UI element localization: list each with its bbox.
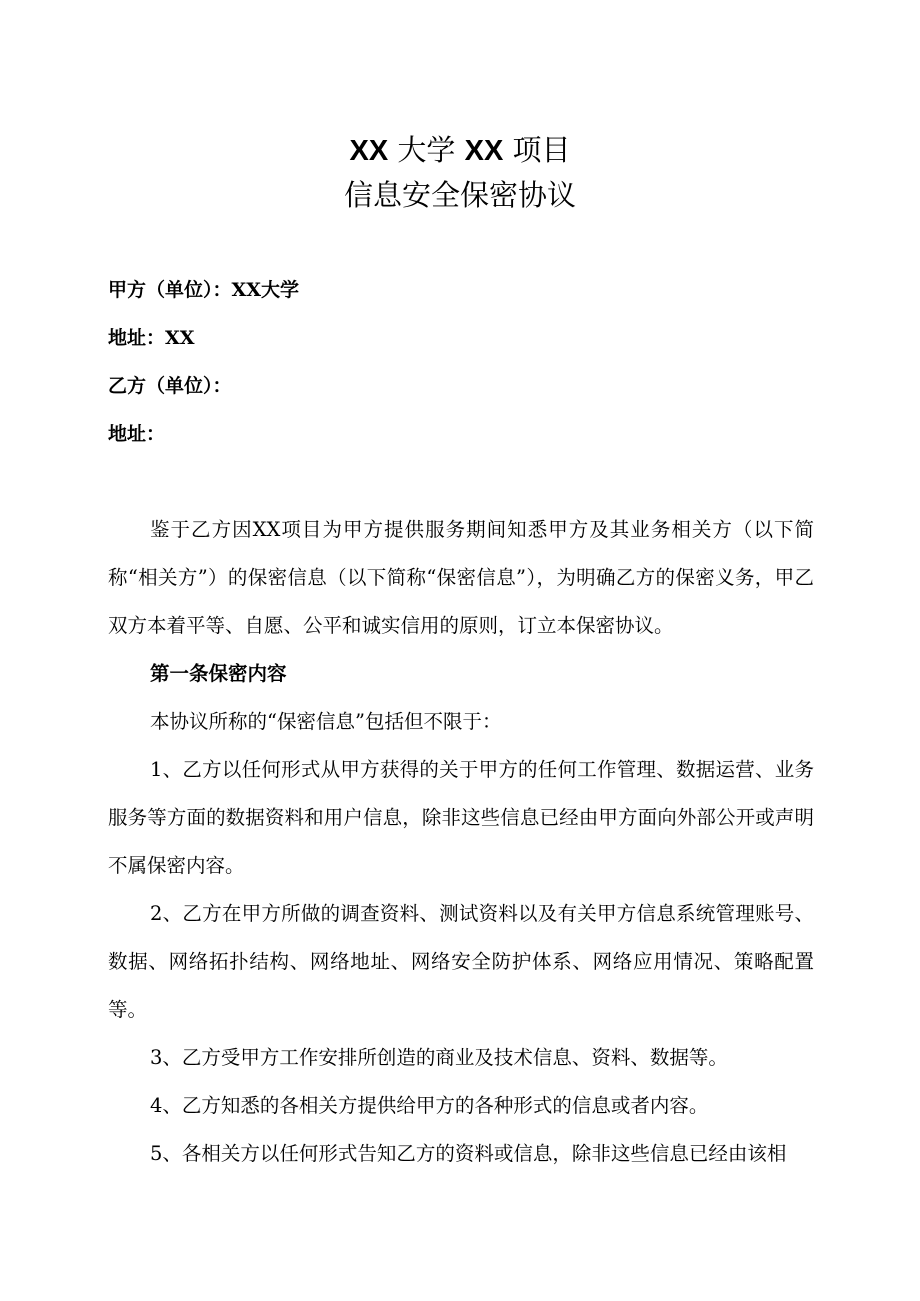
article-1-item-1: 1、乙方以任何形式从甲方获得的关于甲方的任何工作管理、数据运营、业务服务等方面的数据资料和用户信息，除非这些信息已经由甲方面向外部公开或声明不属保密内容。	[108, 758, 814, 877]
document-title-line2: 信息安全保密协议	[343, 178, 576, 212]
address-b: 地址：	[108, 423, 166, 445]
article-1-item-4: 4、乙方知悉的各相关方提供给甲方的各种形式的信息或者内容。	[150, 1094, 709, 1117]
address-a: 地址：XX	[108, 327, 195, 349]
document-title-line1	[0, 132, 920, 169]
party-b: 乙方（单位）：	[108, 375, 232, 397]
article-1-lead: 本协议所称的“保密信息”包括但不限于：	[150, 710, 502, 733]
article-1-heading: 第一条保密内容	[150, 662, 287, 685]
title-university: 大学	[388, 133, 465, 167]
title-xx-1: XX	[349, 135, 389, 167]
article-1-item-5: 5、各相关方以任何形式告知乙方的资料或信息，除非这些信息已经由该相	[150, 1142, 787, 1165]
party-a: 甲方（单位）：XX大学	[108, 279, 299, 301]
intro-paragraph: 鉴于乙方因XX项目为甲方提供服务期间知悉甲方及其业务相关方（以下简称“相关方”）的保密信息（以下简称“保密信息”），为明确乙方的保密义务，甲乙双方本着平等、自愿、公平和诚实信用的原则，订立本保密协议。	[108, 518, 814, 637]
article-1-item-3: 3、乙方受甲方工作安排所创造的商业及技术信息、资料、数据等。	[150, 1046, 728, 1069]
article-1-item-2: 2、乙方在甲方所做的调查资料、测试资料以及有关甲方信息系统管理账号、数据、网络拓扑结构、网络地址、网络安全防护体系、网络应用情况、策略配置等。	[108, 902, 814, 1021]
title-project: 项目	[503, 133, 571, 167]
title-xx-2: XX	[464, 135, 504, 167]
